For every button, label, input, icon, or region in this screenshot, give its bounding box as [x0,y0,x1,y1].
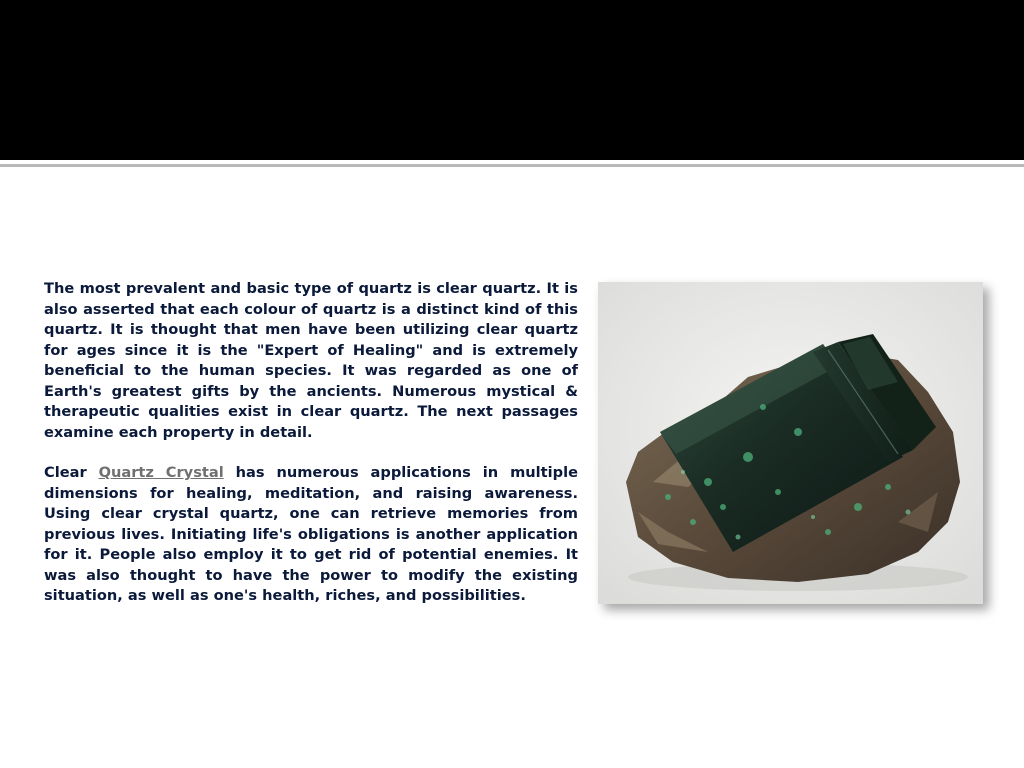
paragraph-uses-rest: has numerous applications in multiple dimensions for healing, meditation, and raising awareness. Using clear crystal quartz, one can retrieve memories from previous lives. Initiating life's obligations is another application for it. People also employ it to get rid of potential enemies. It was also thought to have the power to modify the existing situation, as well as one's health, riches, and possibilities. [44,464,578,604]
paragraph-uses-start: Clear [44,464,99,481]
header-divider [0,164,1024,167]
crystal-photo [598,282,983,604]
quartz-crystal-link[interactable]: Quartz Crystal [98,464,224,481]
paragraph-intro: The most prevalent and basic type of quartz is clear quartz. It is also asserted that each colour of quartz is a distinct kind of this quartz. It is thought that men have been utilizing clear quartz for ages since it is the "Expert of Healing" and is extremely beneficial to the human species. It was regarded as one of Earth's greatest gifts by the ancients. Numerous mystical & therapeutic qualities exist in clear quartz. The next passages examine each property in detail. [44,280,578,441]
paragraph-uses [44,463,578,607]
header-band [0,0,1024,160]
content-text [44,279,578,627]
crystal-mineral-icon [598,282,983,604]
